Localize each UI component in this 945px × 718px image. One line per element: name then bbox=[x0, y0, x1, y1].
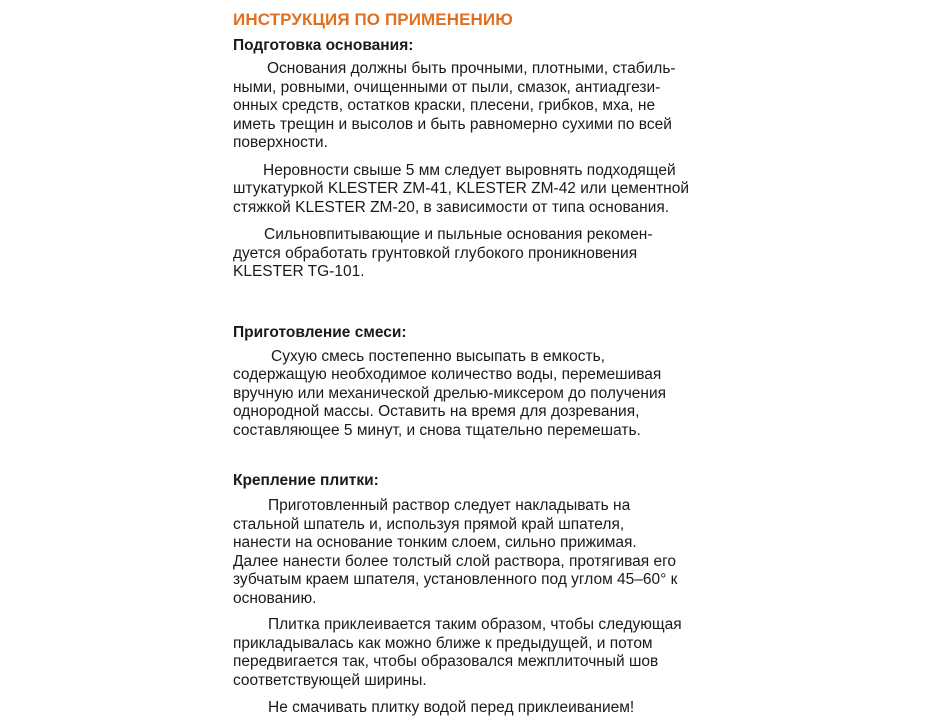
section-heading: Подготовка основания: bbox=[233, 37, 414, 54]
section-heading: Приготовление смеси: bbox=[233, 323, 407, 341]
section-mix-preparation bbox=[233, 322, 733, 441]
warning-paragraph: Не смачивать плитку водой перед приклеиванием! bbox=[268, 699, 635, 716]
instruction-document bbox=[233, 9, 733, 718]
section-base-preparation bbox=[233, 35, 733, 282]
paragraph: Неровности свыше 5 мм следует выровнять подходящей штукатуркой KLESTER ZM-41, KLESTER ZM-42 или цементной стяжкой KLESTER ZM-20, в зависимости от типа основания. bbox=[233, 161, 690, 216]
paragraph: Основания должны быть прочными, плотными, стабиль- ными, ровными, очищенными от пыли, смазок, антиадгези- онных средств, остатков краски, плесени, грибков, мха, не иметь трещин и высолов и быть равномерно сухими по всей поверхности. bbox=[233, 60, 676, 151]
paragraph: Плитка приклеивается таким образом, чтобы следующая прикладывалась как можно ближе к предыдущей, и потом передвигается так, чтобы образовался межплиточный шов соответствующей ширины. bbox=[233, 616, 682, 689]
paragraph: Приготовленный раствор следует накладывать на стальной шпатель и, используя прямой край шпателя, нанести на основание тонким слоем, сильно прижимая. Далее нанести более толстый слой раствора, протягивая его зубчатым краем шпателя, установленного под углом 45–60° к основанию. bbox=[233, 497, 678, 607]
paragraph: Сильновпитывающие и пыльные основания рекомен- дуется обработать грунтовкой глубокого проникновения KLESTER TG-101. bbox=[233, 226, 653, 280]
section-tile-fixing bbox=[233, 470, 733, 718]
section-heading: Крепление плитки: bbox=[233, 472, 379, 489]
paragraph: Сухую смесь постепенно высыпать в емкость, содержащую необходимое количество воды, перемешивая вручную или механической дрелью-миксером до получения однородной массы. Оставить на время для дозревания, составляющее 5 минут, и снова тщательно перемешать. bbox=[233, 347, 667, 439]
page-title: ИНСТРУКЦИЯ ПО ПРИМЕНЕНИЮ bbox=[233, 10, 513, 29]
